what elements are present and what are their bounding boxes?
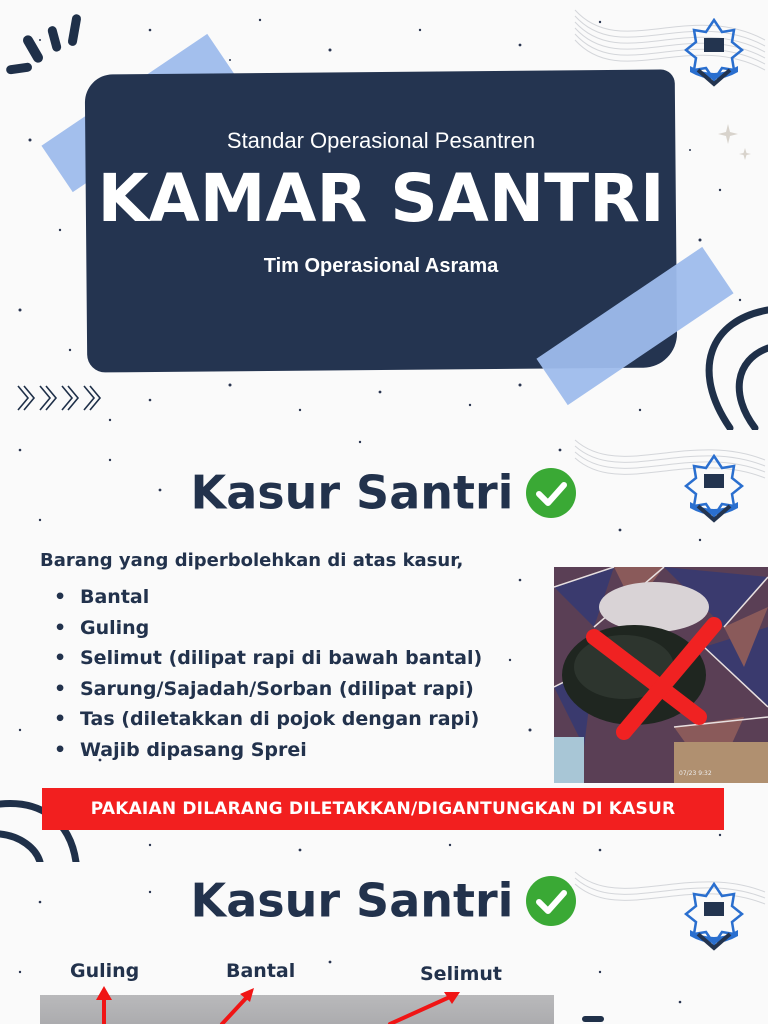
page-title: KAMAR SANTRI [97,160,665,237]
pesantren-logo-icon [682,18,746,88]
warning-banner: PAKAIAN DILARANG DILETAKKAN/DIGANTUNGKAN DI KASUR [42,788,724,830]
list-item: • Guling [54,613,482,644]
list-item: • Sarung/Sajadah/Sorban (dilipat rapi) [54,674,482,705]
slide-kasur-rules [0,430,768,862]
label-guling: Guling [70,960,140,982]
team-name: Tim Operasional Asrama [263,255,499,277]
chevrons-icon [16,382,106,414]
title-subtitle: Standar Operasional Pesantren [226,128,536,153]
dash-decoration [580,1014,620,1024]
label-bantal: Bantal [226,960,296,982]
pointer-arrows [0,982,768,1024]
pesantren-logo-icon [682,454,746,524]
section-title [0,870,768,928]
allowed-items-intro: Barang yang diperbolehkan di atas kasur, [40,550,464,571]
check-icon [525,467,577,519]
label-selimut: Selimut [420,963,503,985]
photo-timestamp: 07/23 9:32 [679,770,712,777]
list-item: • Selimut (dilipat rapi di bawah bantal) [54,643,482,674]
list-item: • Tas (diletakkan di pojok dengan rapi) [54,704,482,735]
slide-title [0,0,768,430]
pesantren-logo-icon [682,882,746,952]
allowed-items-list [54,582,482,765]
mattress-bag-illustration [554,567,768,783]
slide-kasur-example [0,862,768,1024]
wave-decoration [650,300,768,430]
section-title-text: Kasur Santri [190,465,514,520]
list-item: • Wajib dipasang Sprei [54,735,482,766]
section-title [0,462,768,520]
dash-decoration [0,8,90,88]
check-icon [525,875,577,927]
section-title-text: Kasur Santri [190,873,514,928]
list-item: • Bantal [54,582,482,613]
sparkle-icon [718,124,758,164]
bad-example-photo [554,567,768,783]
